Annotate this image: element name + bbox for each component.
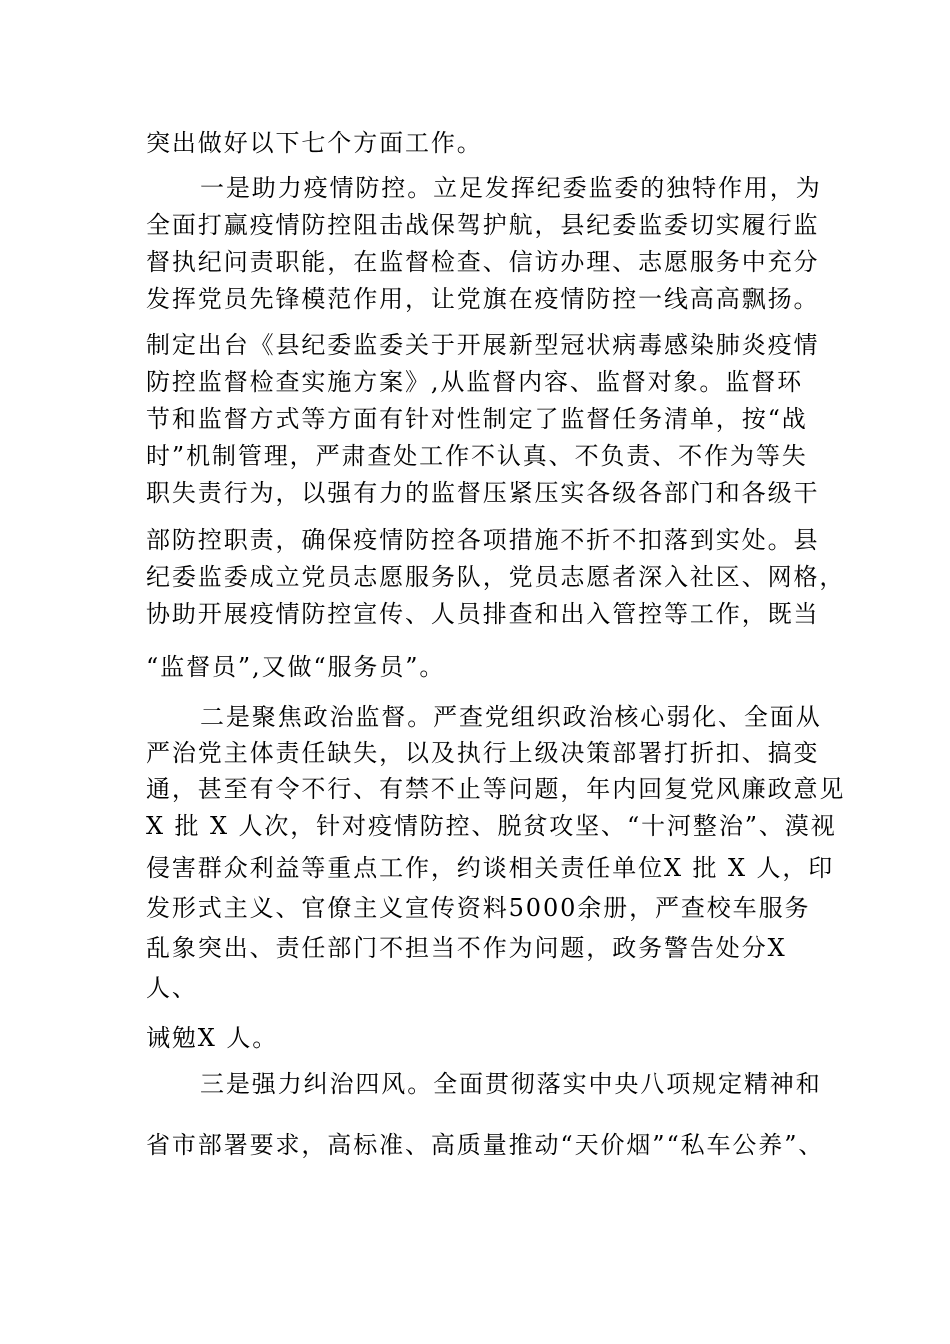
paragraph-first-line: 一是助力疫情防控。立足发挥纪委监委的独特作用，为 bbox=[200, 174, 822, 202]
text-line: 部防控职责，确保疫情防控各项措施不折不扣落到实处。县 bbox=[146, 526, 820, 554]
text-line: 人、 bbox=[146, 974, 198, 1002]
text-line: 省市部署要求，高标准、高质量推动“天价烟”“私车公养”、 bbox=[146, 1131, 825, 1159]
text-line: 职失责行为，以强有力的监督压紧压实各级各部门和各级干 bbox=[146, 479, 820, 507]
text-line: 严治党主体责任缺失，以及执行上级决策部署打折扣、搞变 bbox=[146, 739, 820, 767]
text-line: 节和监督方式等方面有针对性制定了监督任务清单，按“战 bbox=[146, 405, 808, 433]
text-line: 通，甚至有令不行、有禁不止等问题，年内回复党风廉政意见 bbox=[146, 775, 846, 803]
text-line: 督执纪问责职能，在监督检查、信访办理、志愿服务中充分 bbox=[146, 248, 820, 276]
text-line: 纪委监委成立党员志愿服务队，党员志愿者深入社区、网格， bbox=[146, 563, 846, 591]
paragraph-first-line: 二是聚焦政治监督。严查党组织政治核心弱化、全面从 bbox=[200, 703, 822, 731]
text-line: X 批 X 人次，针对疫情防控、脱贫攻坚、“十河整治”、漠视 bbox=[146, 812, 837, 840]
text-line: “监督员”,又做“服务员”。 bbox=[146, 653, 446, 681]
text-line: 全面打赢疫情防控阻击战保驾护航，县纪委监委切实履行监 bbox=[146, 211, 820, 239]
text-line: 侵害群众利益等重点工作，约谈相关责任单位X 批 X 人，印 bbox=[146, 854, 835, 882]
text-line: 诫勉X 人。 bbox=[146, 1024, 279, 1052]
text-line: 发挥党员先锋模范作用，让党旗在疫情防控一线高高飘扬。 bbox=[146, 285, 820, 313]
text-line: 防控监督检查实施方案》,从监督内容、监督对象。监督环 bbox=[146, 368, 804, 396]
text-line: 制定出台《县纪委监委关于开展新型冠状病毒感染肺炎疫情 bbox=[146, 331, 820, 359]
text-line: 乱象突出、责任部门不担当不作为问题，政务警告处分X bbox=[146, 934, 787, 962]
text-line: 时”机制管理，严肃查处工作不认真、不负责、不作为等失 bbox=[146, 442, 808, 470]
text-line: 发形式主义、官僚主义宣传资料5000余册，严查校车服务 bbox=[146, 894, 811, 922]
text-line: 突出做好以下七个方面工作。 bbox=[146, 129, 483, 157]
paragraph-first-line: 三是强力纠治四风。全面贯彻落实中央八项规定精神和 bbox=[200, 1070, 822, 1098]
text-line: 协助开展疫情防控宣传、人员排查和出入管控等工作，既当 bbox=[146, 600, 820, 628]
